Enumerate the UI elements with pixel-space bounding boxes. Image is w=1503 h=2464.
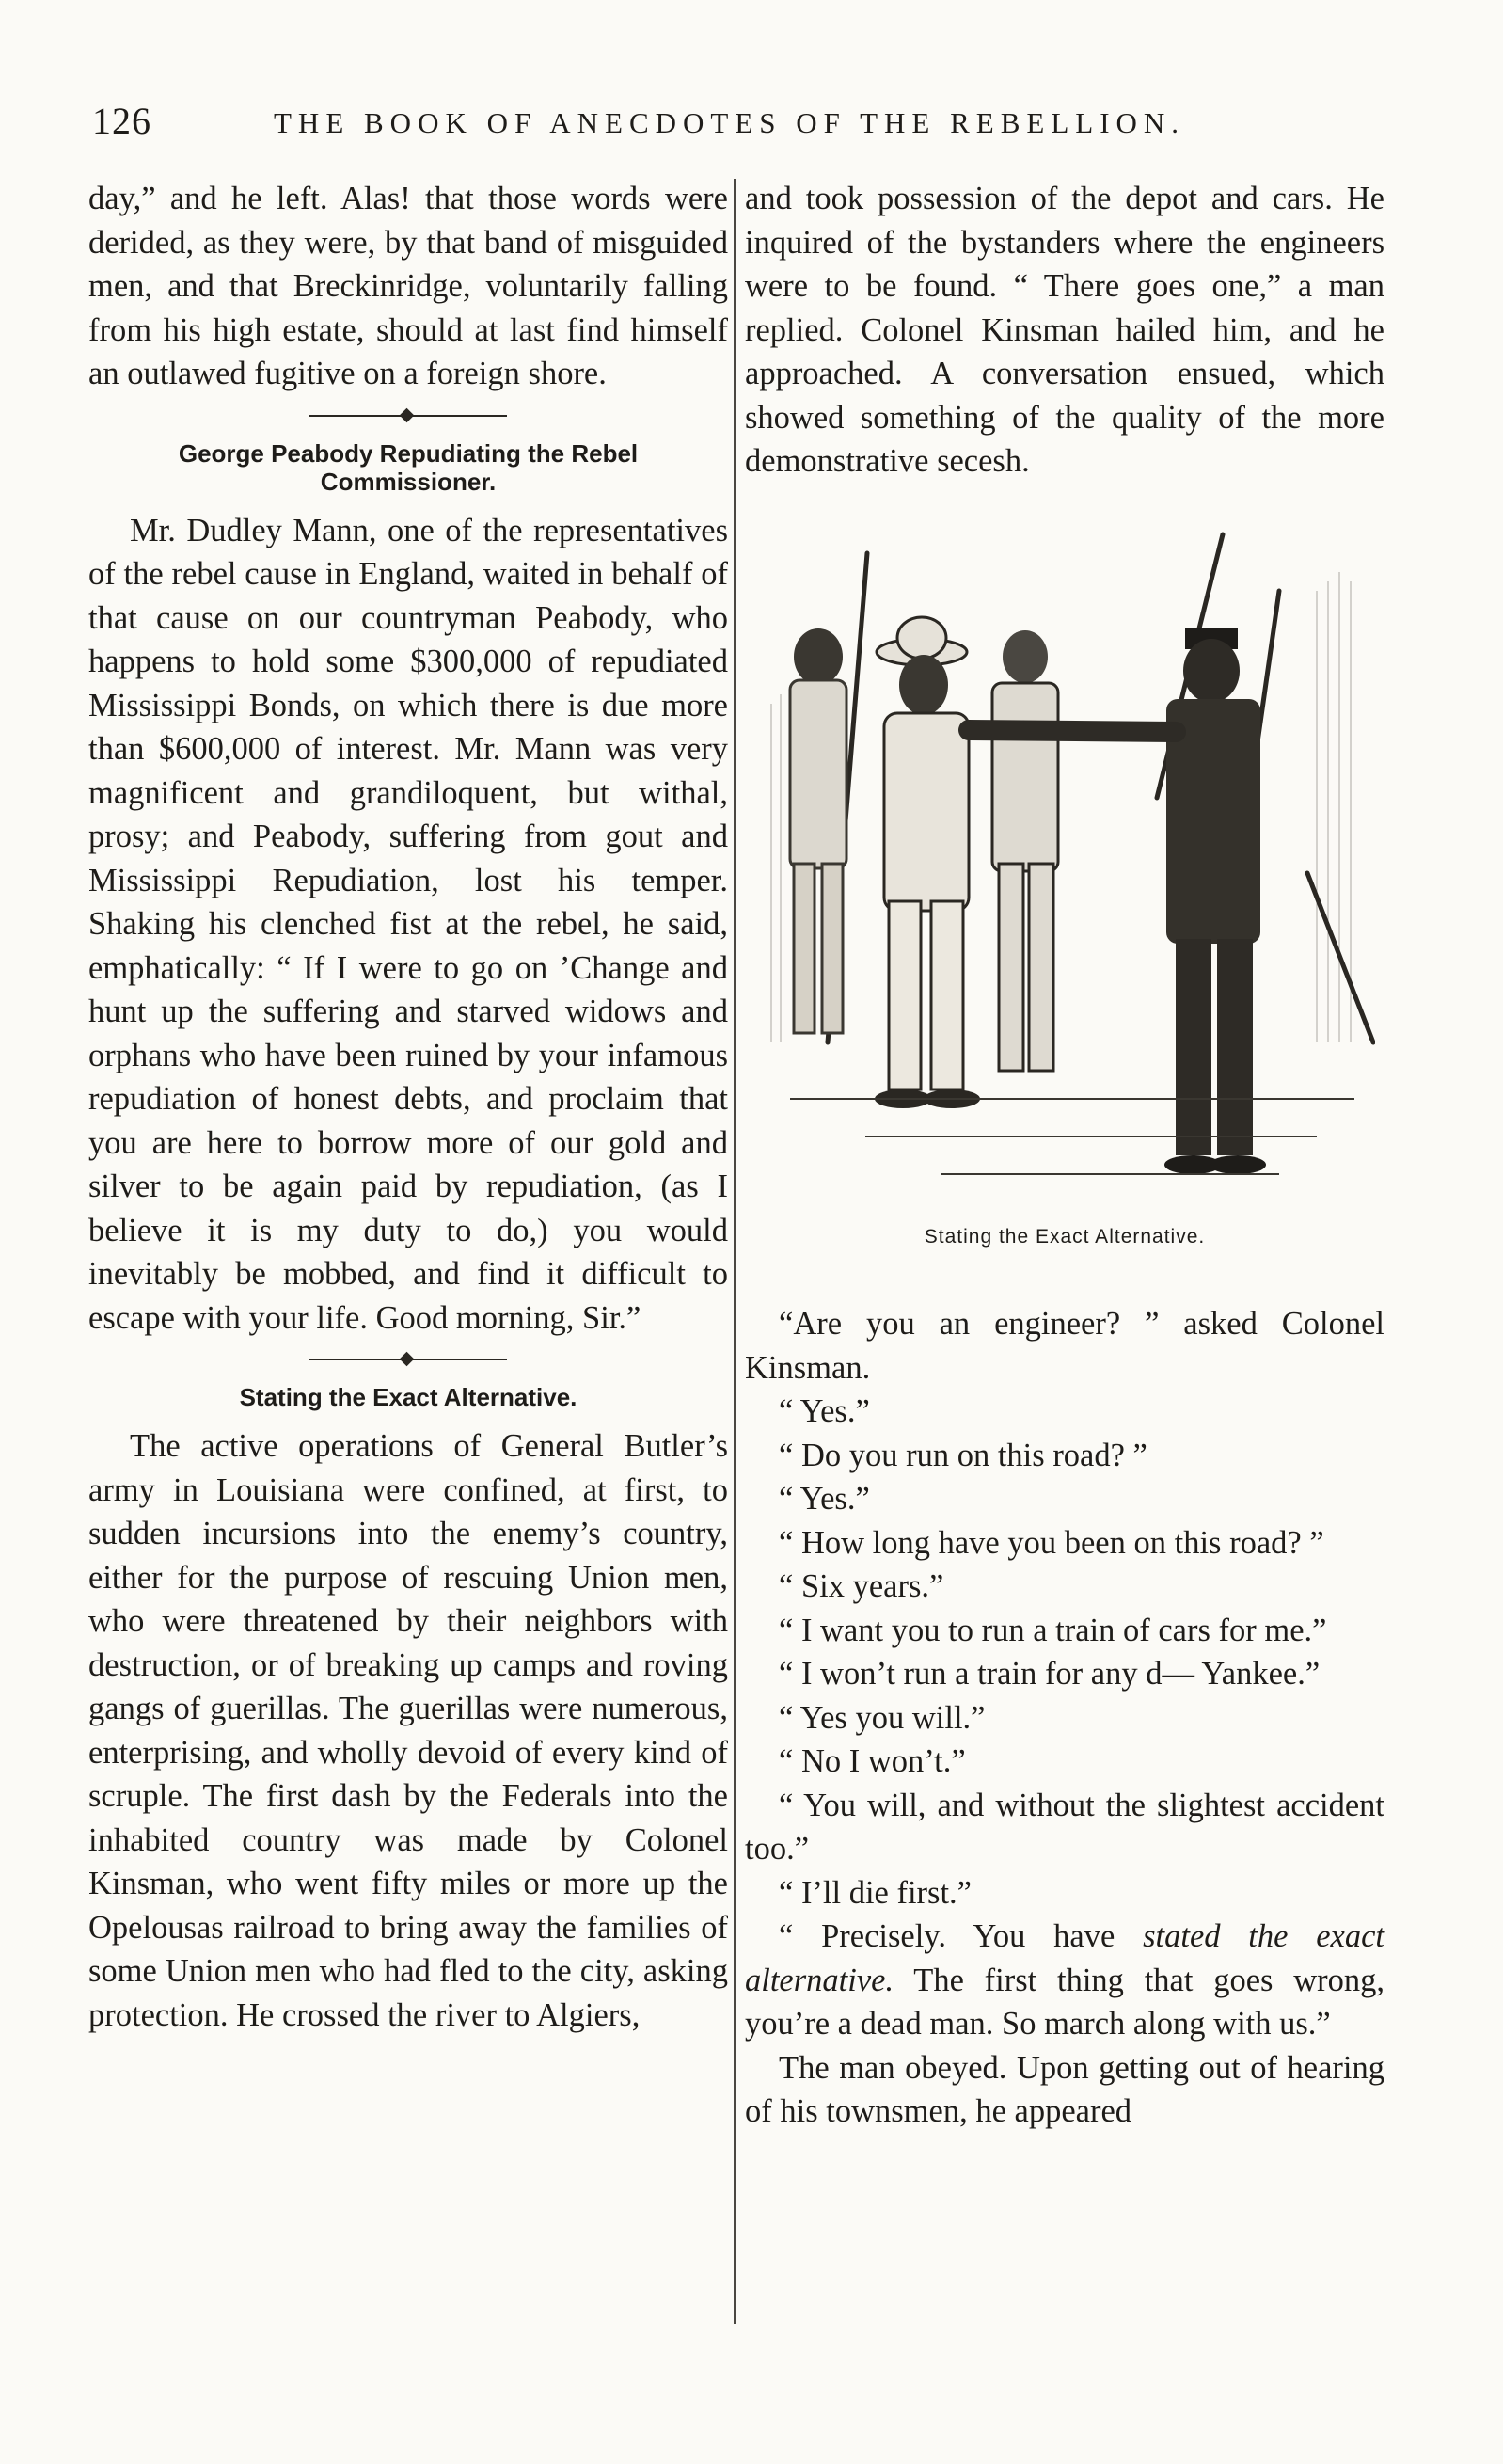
section-heading: Stating the Exact Alternative. [239, 1383, 577, 1411]
dialog-line [745, 1915, 1384, 2046]
paragraph: The man obeyed. Upon getting out of hearing of his townsmen, he appeared [745, 2049, 1384, 2129]
section-separator [309, 409, 507, 422]
right-column [745, 177, 1384, 2134]
dialog-line: “Are you an engineer? ” asked Colonel Kinsman. [745, 1306, 1384, 1386]
dialog-line: “ Do you run on this road? ” [779, 1437, 1147, 1473]
page-number: 126 [92, 100, 151, 142]
dialog-line: “ I want you to run a train of cars for me.” [779, 1612, 1327, 1648]
paragraph: day,” and he left. Alas! that those words were derided, as they were, by that band of misguided men, and that Breckinridge, voluntarily falling from his high estate, should at last find himself an outlawed fugitive on a foreign shore. [88, 181, 728, 391]
dialog-line: “ You will, and without the slightest accident too.” [745, 1787, 1384, 1867]
dialog-line: “ Yes.” [779, 1481, 870, 1517]
page-header [90, 99, 1388, 155]
dialog-text: “ Precisely. You have [779, 1918, 1144, 1954]
section-heading: George Peabody Repudiating the Rebel Commissioner. [178, 438, 639, 496]
section-separator [309, 1353, 507, 1366]
illustration-caption: Stating the Exact Alternative. [924, 1225, 1206, 1248]
paragraph: The active operations of General Butler’s army in Louisiana were confined, at first, to sudden incursions into the enemy’s country, either for the purpose of rescuing Union men, who were threatened by their neighbors with destruction, or of breaking up camps and roving gangs of guerillas. The guerillas were numerous, enterprising, and wholly devoid of every kind of scruple. The first dash by the Federals into the inhabited country was made by Colonel Kinsman, who went fifty miles or more up the Opelousas railroad to bring away the families of some Union men who had fled to the city, asking protection. He crossed the river to Algiers, [88, 1428, 728, 2033]
dialog-line: “ Yes you will.” [779, 1699, 986, 1736]
paragraph: and took possession of the depot and cars. He inquired of the bystanders where the engineers were to be found. “ There goes one,” a man replied. Colonel Kinsman hailed him, and he approached. A conversation ensued, which showed something of the quality of the more demonstrative secesh. [745, 181, 1384, 479]
dialog-line: “ No I won’t.” [779, 1743, 966, 1779]
dialog-line: “ Yes.” [779, 1393, 870, 1429]
engraving-illustration [752, 516, 1375, 1212]
dialog-line: “ Six years.” [779, 1568, 944, 1604]
left-column [88, 177, 728, 2037]
running-title: THE BOOK OF ANECDOTES OF THE REBELLION. [274, 106, 1186, 139]
dialog-line: “ I won’t run a train for any d— Yankee.” [779, 1656, 1321, 1692]
dialog-emphasis: stated the exact alternative. [745, 1918, 1384, 1998]
paragraph: Mr. Dudley Mann, one of the representatives of the rebel cause in England, waited in behalf of that cause on our countryman Peabody, who happens to hold some $300,000 of repudiated Mississippi Bonds, on which there is due more than $600,000 of interest. Mr. Mann was very magnificent and grandiloquent, but withal, prosy; and Peabody, suffering from gout and Mississippi Repudiation, lost his temper. Shaking his clenched fist at the rebel, he said, emphatically: “ If I were to go on ’Change and hunt up the suffering and starved widows and orphans who have been ruined by your infamous repudiation of honest debts, and proclaim that you are here to borrow more of our gold and silver to be again paid by repudiation, (as I believe it is my duty to do,) you would inevitably be mobbed, and find it difficult to escape with your life. Good morning, Sir.” [88, 512, 728, 1336]
column-divider [734, 179, 736, 2324]
dialog-line: “ I’ll die first.” [779, 1874, 972, 1911]
dialog-text: The first thing that goes wrong, you’re a dead man. So march along with us.” [745, 1962, 1384, 2042]
dialog-line: “ How long have you been on this road? ” [779, 1524, 1324, 1561]
